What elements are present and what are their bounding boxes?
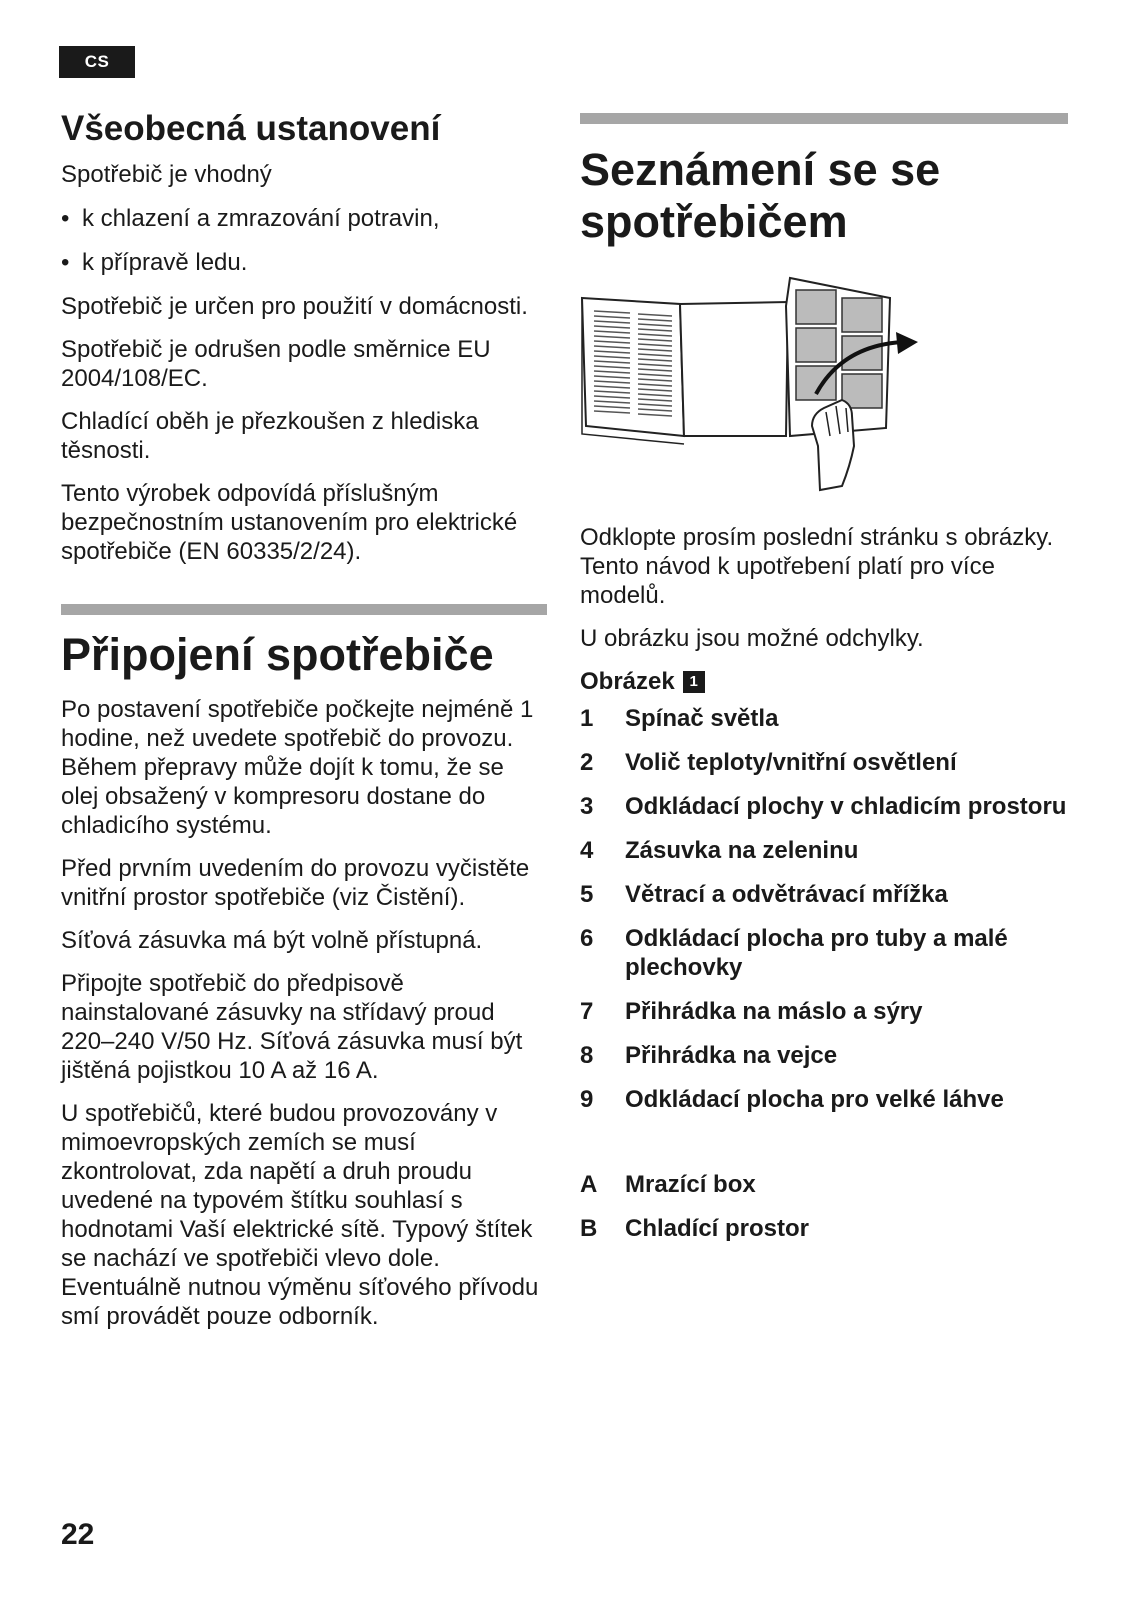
- part-number: 6: [580, 925, 594, 952]
- parts-letter-list: [580, 1170, 1068, 1243]
- right-column: [580, 113, 1068, 1258]
- list-item: [580, 704, 1068, 733]
- part-number: 2: [580, 749, 594, 776]
- list-item: [580, 1041, 1068, 1070]
- general-paragraph: Tento výrobek odpovídá příslušným bezpečnostním ustanovením pro elektrické spotřebiče (EN 60335/2/24).: [61, 480, 518, 565]
- intro-paragraph: U obrázku jsou možné odchylky.: [580, 625, 924, 652]
- part-label: Odkládací plochy v chladicím prostoru: [625, 793, 1067, 820]
- part-number: 5: [580, 881, 594, 908]
- part-label: Spínač světla: [625, 705, 779, 732]
- figure-number-badge: 1: [683, 671, 705, 693]
- general-paragraph: Spotřebič je určen pro použití v domácnosti.: [61, 293, 528, 320]
- list-item: • k přípravě ledu.: [61, 248, 547, 277]
- section-divider: [580, 113, 1068, 124]
- list-spacer: [580, 1129, 1068, 1170]
- list-item: [580, 1085, 1068, 1114]
- connect-paragraph: Připojte spotřebič do předpisově nainstalované zásuvky na střídavý proud 220–240 V/50 Hz. Síťová zásuvka musí být jištěná pojistkou 10 A až 16 A.: [61, 970, 523, 1084]
- parts-list: [580, 704, 1068, 1114]
- list-item: [580, 792, 1068, 821]
- figure-label: [580, 667, 1068, 696]
- list-item: [580, 1170, 1068, 1199]
- part-letter: A: [580, 1171, 598, 1198]
- left-column: [61, 108, 547, 1345]
- connect-paragraph: Síťová zásuvka má být volně přístupná.: [61, 927, 483, 954]
- list-item: [580, 1214, 1068, 1243]
- part-label: Přihrádka na vejce: [625, 1042, 838, 1069]
- part-label: Zásuvka na zeleninu: [625, 837, 859, 864]
- connect-paragraph: U spotřebičů, které budou provozovány v mimoevropských zemích se musí zkontrolovat, zda napětí a druh proudu uvedené na typovém štítku souhlasí s hodnotami Vaší elektrické sítě. Typový štítek se nachází ve spotřebiči vlevo dole. Eventuálně nutnou výměnu síťového přívodu smí provádět pouze odborník.: [61, 1100, 539, 1330]
- part-label: Přihrádka na máslo a sýry: [625, 998, 923, 1025]
- general-bullets: [61, 204, 547, 277]
- general-paragraph: Spotřebič je odrušen podle směrnice EU 2004/108/EC.: [61, 336, 491, 392]
- list-item: [580, 836, 1068, 865]
- page-number: 22: [61, 1518, 95, 1551]
- book-page-turn-illustration: [580, 276, 930, 496]
- list-item: [580, 997, 1068, 1026]
- part-number: 9: [580, 1086, 594, 1113]
- intro-paragraph: Odklopte prosím poslední stránku s obrázky. Tento návod k upotřebení platí pro více modelů.: [580, 524, 1054, 609]
- general-title: Všeobecná ustanovení: [61, 109, 441, 148]
- general-paragraph: Chladící oběh je přezkoušen z hlediska těsnosti.: [61, 408, 479, 464]
- part-number: 8: [580, 1042, 594, 1069]
- list-item: [580, 924, 1068, 982]
- general-intro: Spotřebič je vhodný: [61, 161, 272, 188]
- part-label: Odkládací plocha pro tuby a malé plechovky: [625, 925, 1008, 981]
- part-label: Volič teploty/vnitřní osvětlení: [625, 749, 957, 776]
- figure-label-text: Obrázek: [580, 668, 675, 695]
- part-number: 7: [580, 998, 594, 1025]
- connect-paragraph: Po postavení spotřebiče počkejte nejméně 1 hodine, než uvedete spotřebič do provozu. Během přepravy může dojít k tomu, že se olej obsažený v kompresoru dostane do chladicího systému.: [61, 696, 534, 839]
- list-item: [580, 748, 1068, 777]
- connect-title: Připojení spotřebiče: [61, 629, 494, 680]
- section-divider: [61, 604, 547, 615]
- part-label: Chladící prostor: [625, 1215, 810, 1242]
- part-letter: B: [580, 1215, 598, 1242]
- intro-title: Seznámení se se spotřebičem: [580, 144, 941, 247]
- list-item: • k chlazení a zmrazování potravin,: [61, 204, 547, 233]
- list-item: [580, 880, 1068, 909]
- part-label: Větrací a odvětrávací mřížka: [625, 881, 948, 908]
- connect-paragraph: Před prvním uvedením do provozu vyčistěte vnitřní prostor spotřebiče (viz Čistění).: [61, 855, 530, 911]
- part-label: Mrazící box: [625, 1171, 756, 1198]
- part-number: 4: [580, 837, 594, 864]
- part-label: Odkládací plocha pro velké láhve: [625, 1086, 1004, 1113]
- part-number: 1: [580, 705, 594, 732]
- language-badge: CS: [59, 46, 135, 78]
- part-number: 3: [580, 793, 594, 820]
